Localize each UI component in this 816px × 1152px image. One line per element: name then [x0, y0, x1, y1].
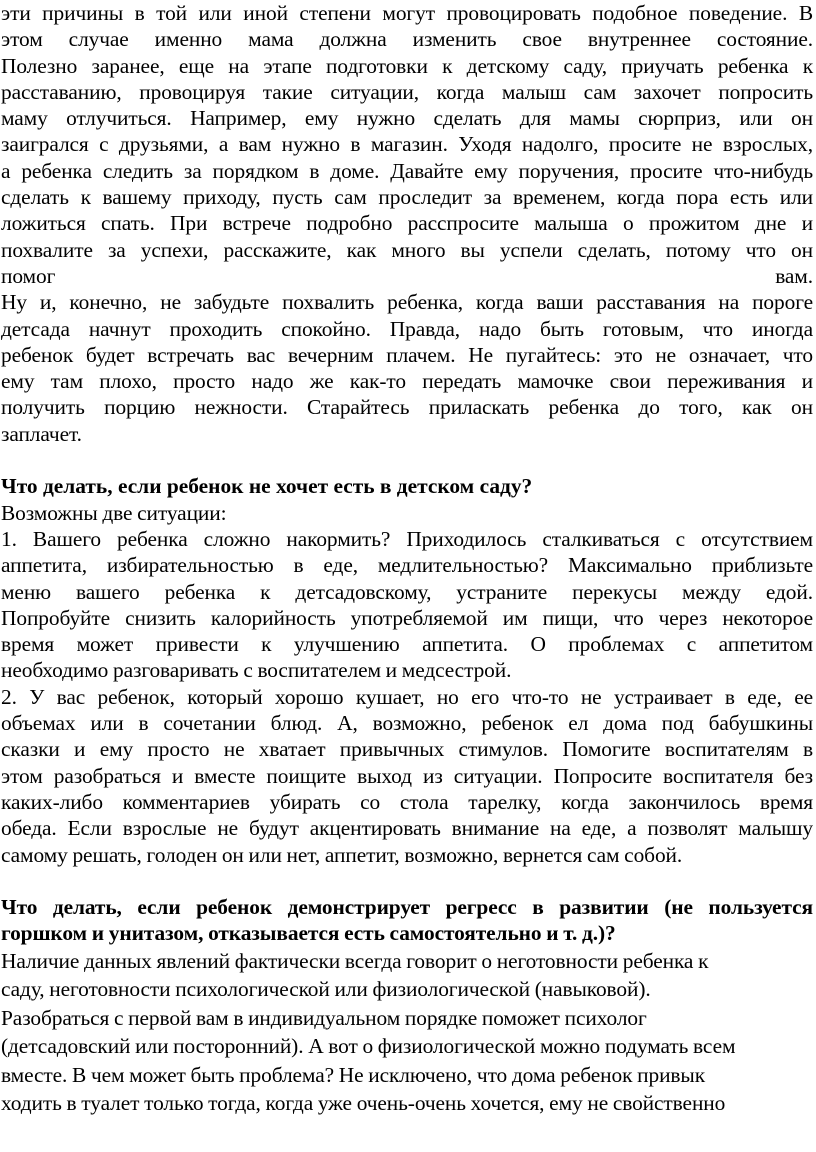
intro-line: [1, 500, 813, 526]
text-line: необходимо разговаривать с воспитателем и медсестрой.: [1, 658, 512, 683]
text-line: заплачет.: [1, 421, 82, 446]
text-line: Ну и, конечно, не забудьте похвалить ребенка, когда ваши расставания на пороге: [1, 290, 813, 315]
paragraph-praise-child: [1, 289, 813, 447]
text-line: саду, неготовности психологической или физиологической (навыковой).: [1, 977, 651, 1002]
text-line: Наличие данных явлений фактически всегда говорит о неготовности ребенка к: [1, 948, 709, 973]
list-item-situation-2: [1, 684, 813, 868]
paragraph-regression: [1, 947, 813, 1118]
text-line: ему там плохо, просто надо же как-то передать мамочке свои переживания и: [1, 369, 813, 394]
text-line: Разобраться с первой вам в индивидуальном порядке поможет психолог: [1, 1005, 647, 1030]
text-line: эти причины в той или иной степени могут провоцировать подобное поведение. В: [1, 1, 813, 25]
text-line: сказки и ему просто не хватает привычных стимулов. Помогите воспитателям в: [1, 737, 813, 762]
text-line: 2. У вас ребенок, который хорошо кушает, но его что-то не устраивает в еде, ее: [1, 684, 813, 709]
text-line: а ребенка следить за порядком в доме. Давайте ему поручения, просите что-нибудь: [1, 158, 813, 183]
text-line: сделать к вашему приходу, пусть сам проследит за временем, когда пора есть или: [1, 185, 813, 210]
text-line: обеда. Если взрослые не будут акцентировать внимание на еде, а позволят малышу: [1, 816, 813, 841]
text-line: расставанию, провоцируя такие ситуации, когда малыш сам захочет попросить: [1, 79, 813, 104]
paragraph-separation-advice: [1, 0, 813, 289]
text-line: Возможны две ситуации:: [1, 500, 227, 525]
text-line: объемах или в сочетании блюд. А, возможно, ребенок ел дома под бабушкины: [1, 711, 813, 736]
text-line: похвалите за успехи, расскажите, как много вы успели сделать, потому что он: [1, 237, 813, 262]
text-line: аппетита, избирательностью в еде, медлительностью? Максимально приблизьте: [1, 553, 813, 578]
text-line: 1. Вашего ребенка сложно накормить? Приходилось сталкиваться с отсутствием: [1, 526, 813, 551]
text-line: получить порцию нежности. Старайтесь приласкать ребенка до того, как он: [1, 395, 813, 420]
text-line: этом разобраться и вместе поищите выход из ситуации. Попросите воспитателя без: [1, 763, 813, 788]
text-line: самому решать, голоден он или нет, аппетит, возможно, вернется сам собой.: [1, 842, 683, 867]
section-heading-eating: Что делать, если ребенок не хочет есть в детском саду?: [1, 474, 533, 499]
heading-line: Что делать, если ребенок демонстрирует регресс в развитии (не пользуется: [1, 895, 813, 920]
text-line: маму отлучиться. Например, ему нужно сделать для мамы сюрприз, или он: [1, 106, 813, 131]
text-line: ходить в туалет только тогда, когда уже очень-очень хочется, ему не свойственно: [1, 1091, 726, 1116]
paragraph-gap: [1, 868, 813, 894]
text-line: (детсадовский или посторонний). А вот о физиологической можно подумать всем: [1, 1034, 736, 1059]
text-line: время может привести к улучшению аппетита. О проблемах с аппетитом: [1, 632, 813, 657]
heading-line: горшком и унитазом, отказывается есть самостоятельно и т. д.)?: [1, 921, 616, 946]
text-line: каких-либо комментариев убирать со стола тарелку, когда закончилось время: [1, 789, 813, 814]
text-line: Полезно заранее, еще на этапе подготовки к детскому саду, приучать ребенка к: [1, 53, 813, 78]
section-heading-regression: [1, 894, 813, 947]
text-line: ребенок будет встречать вас вечерним плачем. Не пугайтесь: это не означает, что: [1, 342, 813, 367]
paragraph-gap: [1, 447, 813, 473]
list-item-situation-1: [1, 526, 813, 684]
text-line: меню вашего ребенка к детсадовскому, устраните перекусы между едой.: [1, 579, 813, 604]
text-line: помог вам.: [1, 263, 813, 288]
text-line: заигрался с друзьями, а вам нужно в магазин. Уходя надолго, просите не взрослых,: [1, 132, 813, 157]
text-line: этом случае именно мама должна изменить свое внутреннее состояние.: [1, 27, 813, 52]
text-line: вместе. В чем может быть проблема? Не исключено, что дома ребенок привык: [1, 1062, 706, 1087]
text-line: ложиться спать. При встрече подробно расспросите малыша о прожитом дне и: [1, 211, 813, 236]
text-line: Попробуйте снизить калорийность употребляемой им пищи, что через некоторое: [1, 605, 813, 630]
text-line: детсада начнут проходить спокойно. Правда, надо быть готовым, что иногда: [1, 316, 813, 341]
